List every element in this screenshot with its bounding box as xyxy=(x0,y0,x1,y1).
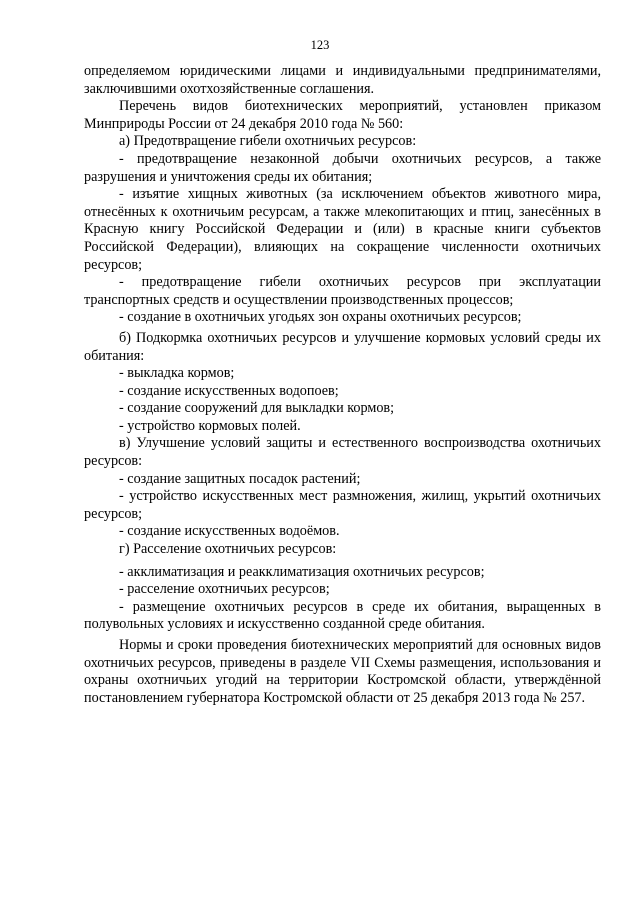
list-heading: в) Улучшение условий защиты и естественного воспроизводства охотничьих ресурсов: xyxy=(84,435,601,470)
list-item: - устройство искусственных мест размножения, жилищ, укрытий охотничьих ресурсов; xyxy=(84,488,601,522)
list-item: - выкладка кормов; xyxy=(119,365,235,382)
list-item: - создание в охотничьих угодьях зон охраны охотничьих ресурсов; xyxy=(119,309,522,326)
list-item: - акклиматизация и реакклиматизация охотничьих ресурсов; xyxy=(119,563,485,580)
paragraph: Нормы и сроки проведения биотехнических мероприятий для основных видов охотничьих ресурсов, приведены в разделе VII Схемы размещения, использования и охраны охотничьих угодий на территории Костромской области, утверждённой постановлением губернатора Костромской области от 25 декабря 2013 года № 257. xyxy=(84,637,601,706)
paragraph: определяемом юридическими лицами и индивидуальными предпринимателями, заключившими охотхозяйственные соглашения. xyxy=(84,63,601,97)
list-item: - создание защитных посадок растений; xyxy=(119,470,361,487)
list-item: - изъятие хищных животных (за исключением объектов животного мира, отнесённых к охотничьим ресурсам, а также млекопитающих и птиц, занесённых в Красную книгу Российской Федерации и (или) в красные книги субъектов Российской Федерации), влияющих на сокращение численности охотничьих ресурсов; xyxy=(84,186,601,273)
list-item: - создание искусственных водопоев; xyxy=(119,382,339,399)
document-body xyxy=(84,63,601,707)
paragraph: Перечень видов биотехнических мероприятий, установлен приказом Минприроды России от 24 декабря 2010 года № 560: xyxy=(84,98,601,132)
page-number: 123 xyxy=(310,38,330,52)
list-item: - предотвращение гибели охотничьих ресурсов при эксплуатации транспортных средств и осуществлении производственных процессов; xyxy=(84,274,601,308)
list-heading: г) Расселение охотничьих ресурсов: xyxy=(119,541,337,558)
list-item: - размещение охотничьих ресурсов в среде их обитания, выращенных в полувольных условиях и искусственно созданной среде обитания. xyxy=(84,598,601,633)
list-item: - устройство кормовых полей. xyxy=(119,417,301,434)
list-heading: а) Предотвращение гибели охотничьих ресурсов: xyxy=(119,133,417,150)
list-item: - предотвращение незаконной добычи охотничьих ресурсов, а также разрушения и уничтожения среды их обитания; xyxy=(84,150,601,185)
list-item: - создание искусственных водоёмов. xyxy=(119,523,340,540)
list-heading: б) Подкормка охотничьих ресурсов и улучшение кормовых условий среды их обитания: xyxy=(84,329,601,364)
list-item: - создание сооружений для выкладки кормов; xyxy=(119,400,395,417)
list-item: - расселение охотничьих ресурсов; xyxy=(119,581,330,598)
